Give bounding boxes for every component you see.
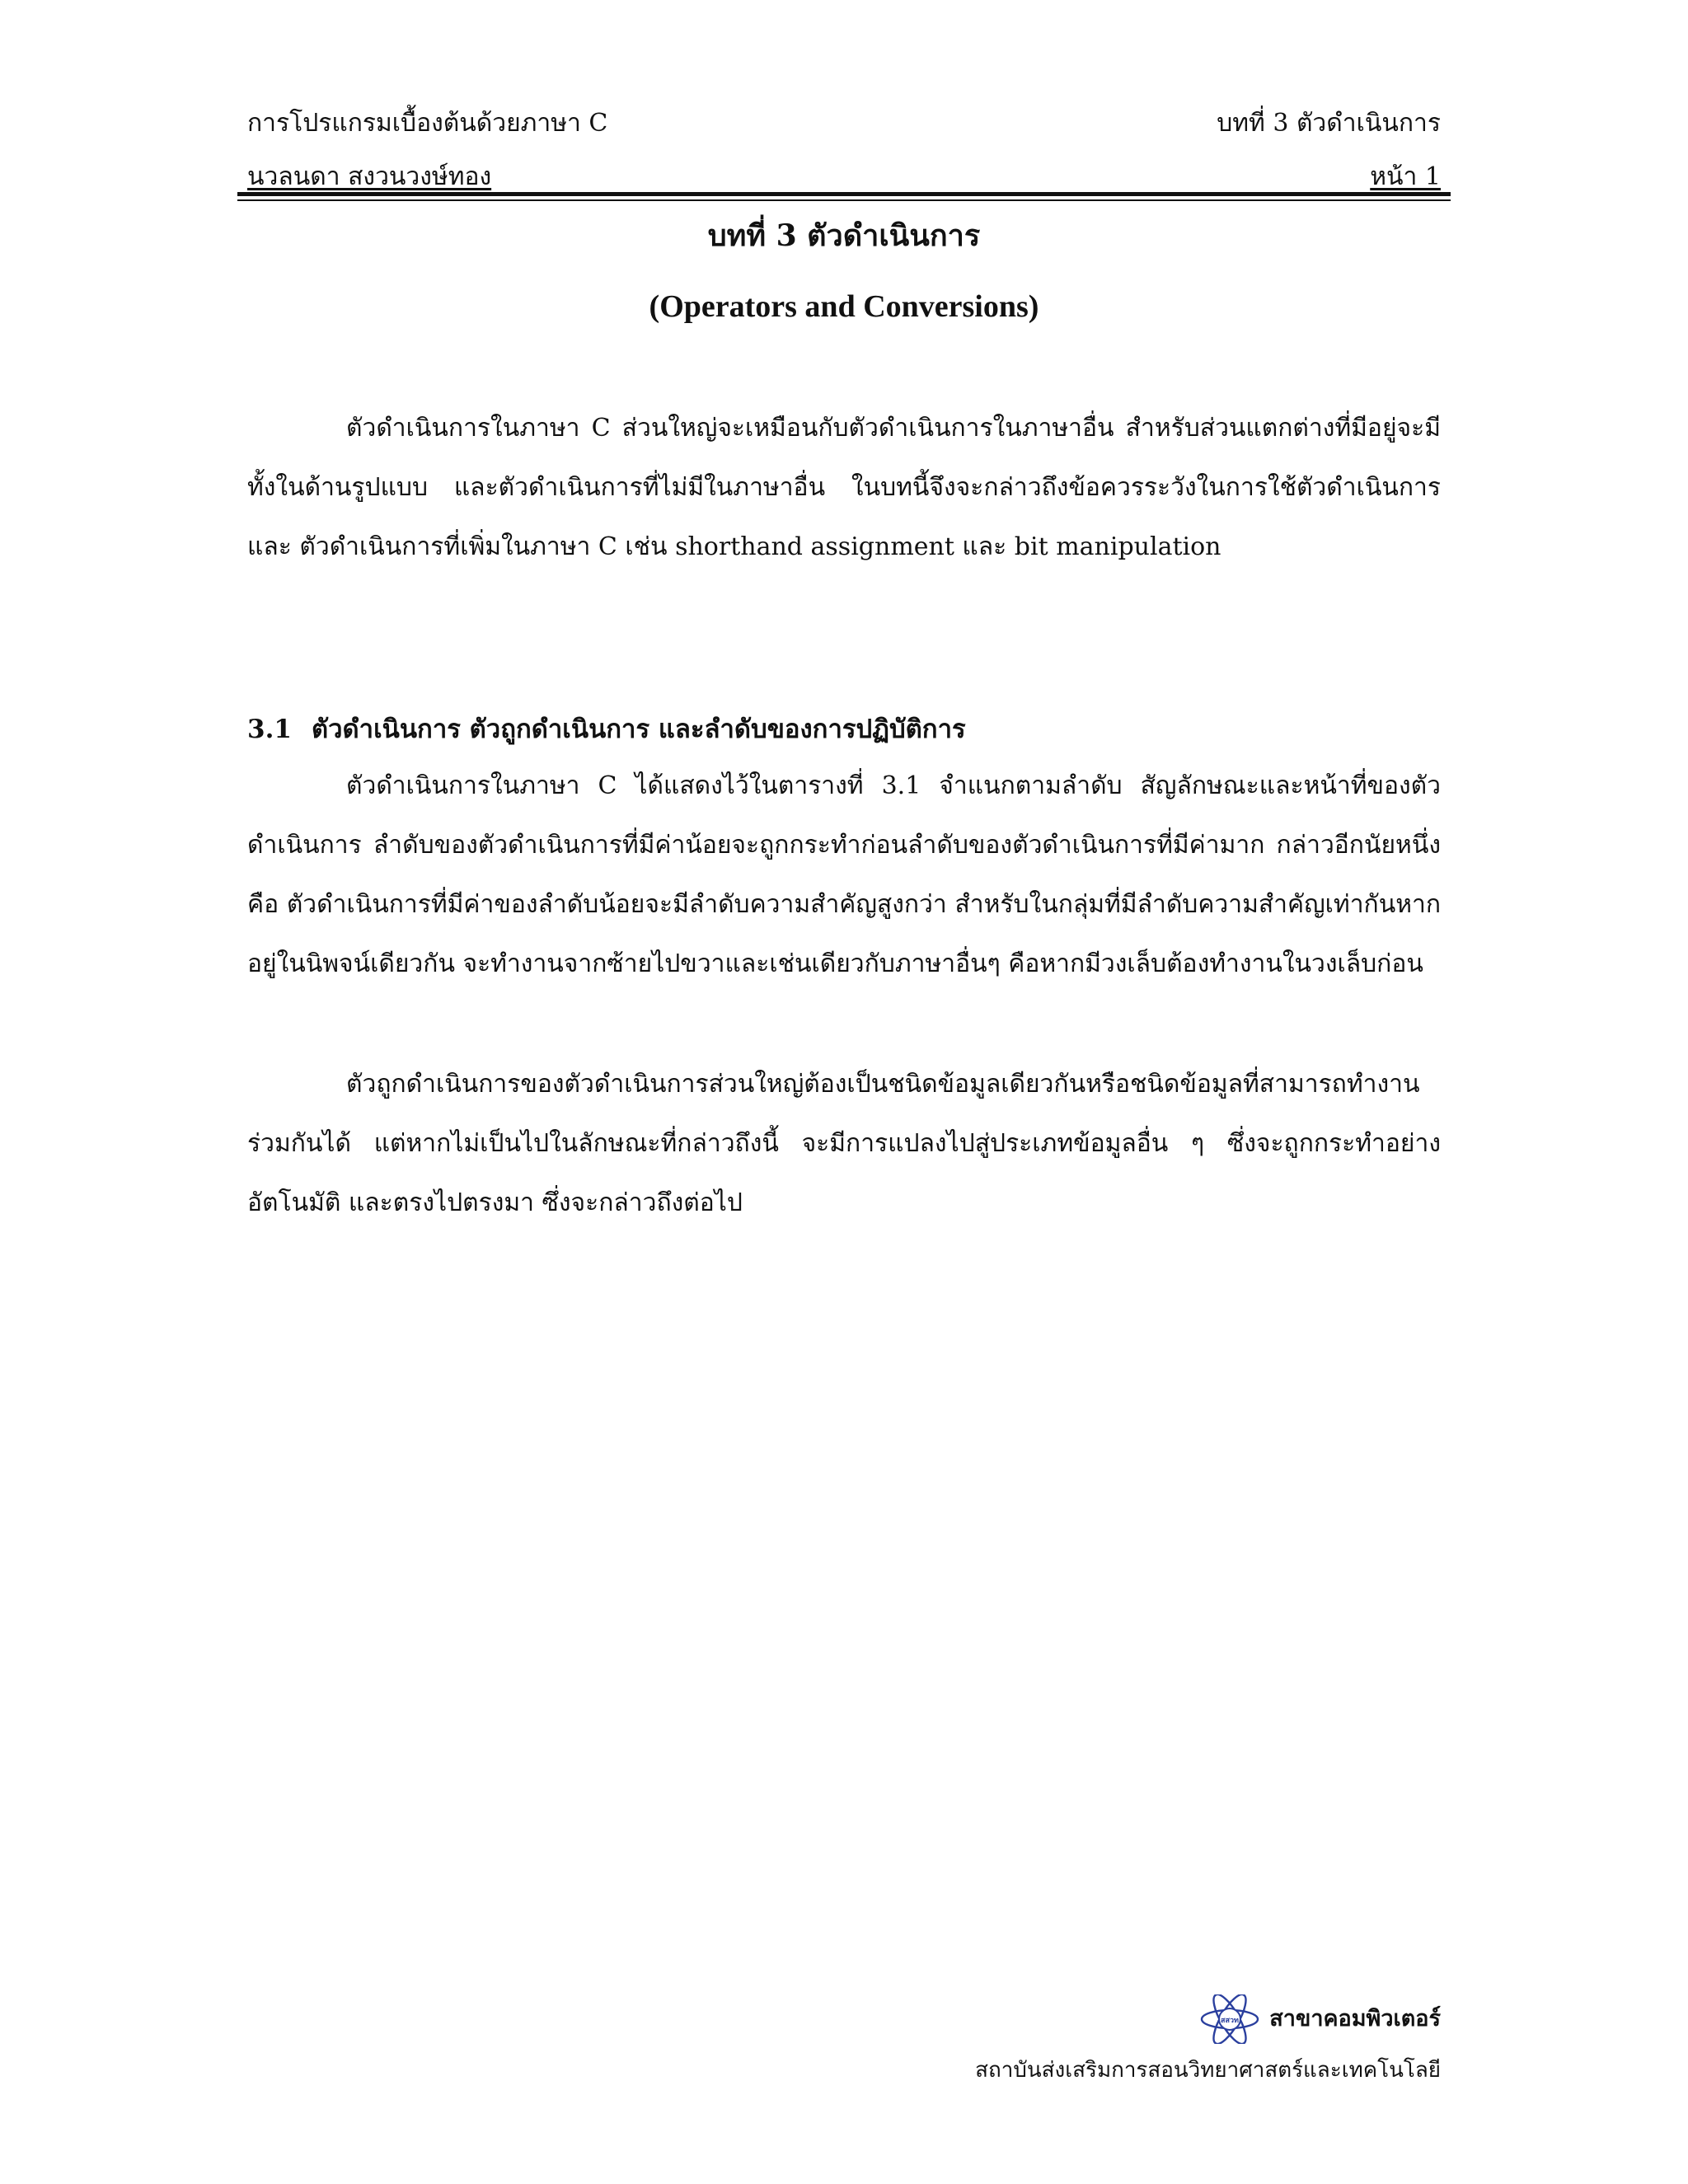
section-heading [247,705,1441,754]
header-rule-thick [237,192,1451,196]
footer-unit: สาขาคอมพิวเตอร์ [1269,2006,1441,2032]
chapter-title: บทที่ 3 ตัวดำเนินการ [707,218,981,253]
running-header-bottom [247,161,1441,194]
section-number: 3.1 [247,715,292,744]
running-header-top [247,107,1441,140]
ipst-atom-logo-icon [1198,1994,1261,2044]
book-title: การโปรแกรมเบื้องต้นด้วยภาษา C [247,109,608,138]
chapter-subtitle: (Operators and Conversions) [649,289,1039,324]
footer-institution: สถาบันส่งเสริมการสอนวิทยาศาสตร์และเทคโนโลยี [975,2058,1441,2083]
header-rule-thin [237,199,1451,201]
section-paragraph: ตัวถูกดำเนินการของตัวดำเนินการส่วนใหญ่ต้องเป็นชนิดข้อมูลเดียวกันหรือชนิดข้อมูลที่สามารถทำงานร่วมกันได้ แต่หากไม่เป็นไปในลักษณะที่กล่าวถึงนี้ จะมีการแปลงไปสู่ประเภทข้อมูลอื่น ๆ ซึ่งจะถูกกระทำอย่างอัตโนมัติ และตรงไปตรงมา ซึ่งจะกล่าวถึงต่อไป [247,1070,1441,1217]
author-name: นวลนดา สงวนวงษ์ทอง [247,162,492,191]
section-title: ตัวดำเนินการ ตัวถูกดำเนินการ และลำดับของการปฏิบัติการ [312,715,966,744]
page-number: หน้า 1 [1370,162,1441,191]
footer-brand [1198,1994,1441,2044]
section-paragraph: ตัวดำเนินการในภาษา C ได้แสดงไว้ในตารางที่ 3.1 จำแนกตามลำดับ สัญลักษณะและหน้าที่ของตัวดำเนินการ ลำดับของตัวดำเนินการที่มีค่าน้อยจะถูกกระทำก่อนลำดับของตัวดำเนินการที่มีค่ามาก กล่าวอีกนัยหนึ่งคือ ตัวดำเนินการที่มีค่าของลำดับน้อยจะมีลำดับความสำคัญสูงกว่า สำหรับในกลุ่มที่มีลำดับความสำคัญเท่ากันหากอยู่ในนิพจน์เดียวกัน จะทำงานจากซ้ายไปขวาและเช่นเดียวกับภาษาอื่นๆ คือหากมีวงเล็บต้องทำงานในวงเล็บก่อน [247,771,1441,978]
logo-text: สสวท [1221,2017,1240,2025]
chapter-label: บทที่ 3 ตัวดำเนินการ [1217,109,1441,138]
intro-paragraph: ตัวดำเนินการในภาษา C ส่วนใหญ่จะเหมือนกับตัวดำเนินการในภาษาอื่น สำหรับส่วนแตกต่างที่มีอยู่จะมีทั้งในด้านรูปแบบ และตัวดำเนินการที่ไม่มีในภาษาอื่น ในบทนี้จึงจะกล่าวถึงข้อควรระวังในการใช้ตัวดำเนินการและ ตัวดำเนินการที่เพิ่มในภาษา C เช่น shorthand assignment และ bit manipulation [247,414,1441,561]
